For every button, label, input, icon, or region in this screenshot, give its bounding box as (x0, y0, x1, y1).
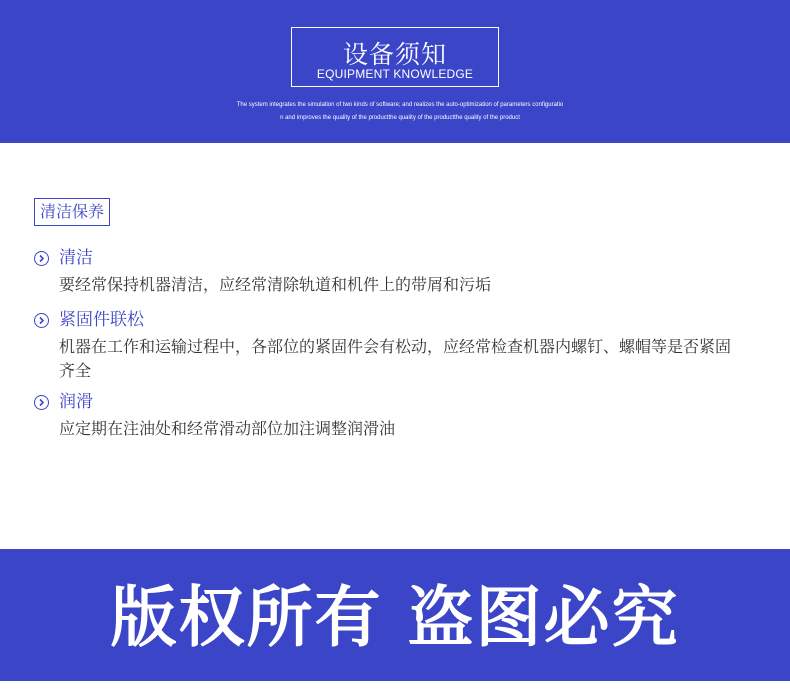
chevron-circle-icon (34, 313, 49, 328)
chevron-circle-icon (34, 395, 49, 410)
title-box (291, 27, 499, 87)
item-body: 机器在工作和运输过程中，各部位的紧固件会有松动，应经常检查机器内螺钉、螺帽等是否紧固齐全 (59, 337, 732, 380)
footer-banner (0, 549, 790, 681)
section-tag: 清洁保养 (34, 198, 110, 226)
item-body: 应定期在注油处和经常滑动部位加注调整润滑油 (59, 419, 396, 438)
header-description-line-2: n and improves the quality of the productthe quality of the productthe quality of the product (280, 115, 520, 121)
chevron-circle-icon (34, 251, 49, 266)
item-title: 清洁 (59, 248, 93, 268)
item-body: 要经常保持机器清洁，应经常清除轨道和机件上的带屑和污垢 (59, 275, 492, 294)
header-banner (0, 0, 790, 143)
item-title: 润滑 (59, 392, 93, 412)
copyright-notice: 版权所有 盗图必究 (110, 579, 680, 656)
page-title: 设备须知 (342, 40, 447, 69)
header-description-line-1: The system integrates the simulation of two kinds of software; and realizes the auto-optimization of parameters configuratio (236, 102, 564, 108)
header-description (190, 99, 610, 125)
item-title: 紧固件联松 (59, 310, 144, 330)
page-subtitle: EQUIPMENT KNOWLEDGE (316, 67, 474, 81)
